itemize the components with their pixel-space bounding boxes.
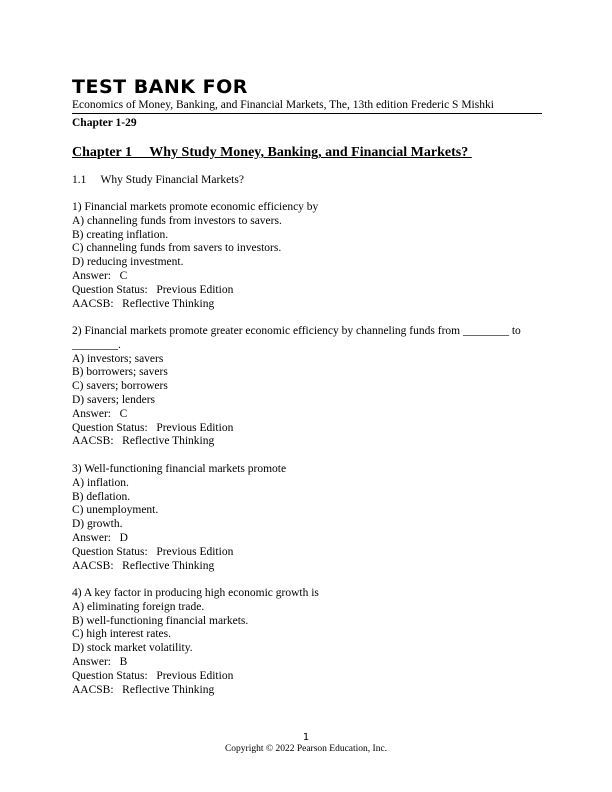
option-line: C) unemployment.: [72, 504, 159, 517]
option-line: D) growth.: [72, 518, 123, 531]
answer-line: Answer: B: [72, 655, 128, 668]
option-line: C) high interest rates.: [72, 628, 172, 641]
status-line: Question Status: Previous Edition: [72, 545, 234, 558]
question-3: [72, 463, 547, 573]
option-line: B) well-functioning financial markets.: [72, 614, 249, 627]
question-2: [72, 325, 547, 449]
page-number: 1: [302, 732, 310, 743]
answer-line: Answer: C: [72, 269, 128, 282]
aacsb-line: AACSB: Reflective Thinking: [72, 297, 215, 310]
option-line: C) savers; borrowers: [72, 380, 168, 393]
question-line: 2) Financial markets promote greater economic efficiency by channeling funds from ________ to ________.: [72, 325, 524, 351]
option-line: B) borrowers; savers: [72, 366, 168, 379]
question-line: 3) Well-functioning financial markets promote: [72, 463, 287, 475]
status-line: Question Status: Previous Edition: [72, 283, 234, 296]
answer-line: Answer: C: [72, 407, 128, 420]
option-line: D) reducing investment.: [72, 256, 184, 269]
question-4: [72, 587, 547, 697]
answer-line: Answer: D: [72, 531, 128, 544]
test-bank-title: TEST BANK FOR: [72, 76, 248, 98]
status-line: Question Status: Previous Edition: [72, 669, 234, 682]
aacsb-line: AACSB: Reflective Thinking: [72, 683, 215, 696]
option-line: B) deflation.: [72, 490, 131, 503]
status-line: Question Status: Previous Edition: [72, 421, 234, 434]
chapter-heading: Chapter 1 Why Study Money, Banking, and Financial Markets?: [72, 145, 472, 160]
option-line: D) savers; lenders: [72, 393, 156, 406]
book-title-line: Economics of Money, Banking, and Financial Markets, The, 13th edition Frederic S Mishki: [72, 98, 542, 114]
option-line: A) investors; savers: [72, 352, 164, 365]
aacsb-line: AACSB: Reflective Thinking: [72, 559, 215, 572]
question-line: 1) Financial markets promote economic efficiency by: [72, 201, 319, 213]
question-1: [72, 201, 547, 311]
option-line: B) creating inflation.: [72, 228, 169, 241]
aacsb-line: AACSB: Reflective Thinking: [72, 435, 215, 448]
section-heading: 1.1 Why Study Financial Markets?: [72, 174, 244, 186]
copyright-notice: Copyright © 2022 Pearson Education, Inc.: [224, 744, 388, 754]
chapter-range: Chapter 1-29: [72, 117, 137, 129]
option-line: A) inflation.: [72, 476, 129, 489]
option-line: A) eliminating foreign trade.: [72, 600, 205, 613]
question-line: 4) A key factor in producing high economic growth is: [72, 587, 319, 599]
option-line: C) channeling funds from savers to investors.: [72, 242, 282, 255]
option-line: A) channeling funds from investors to savers.: [72, 214, 282, 227]
option-line: D) stock market volatility.: [72, 642, 193, 655]
